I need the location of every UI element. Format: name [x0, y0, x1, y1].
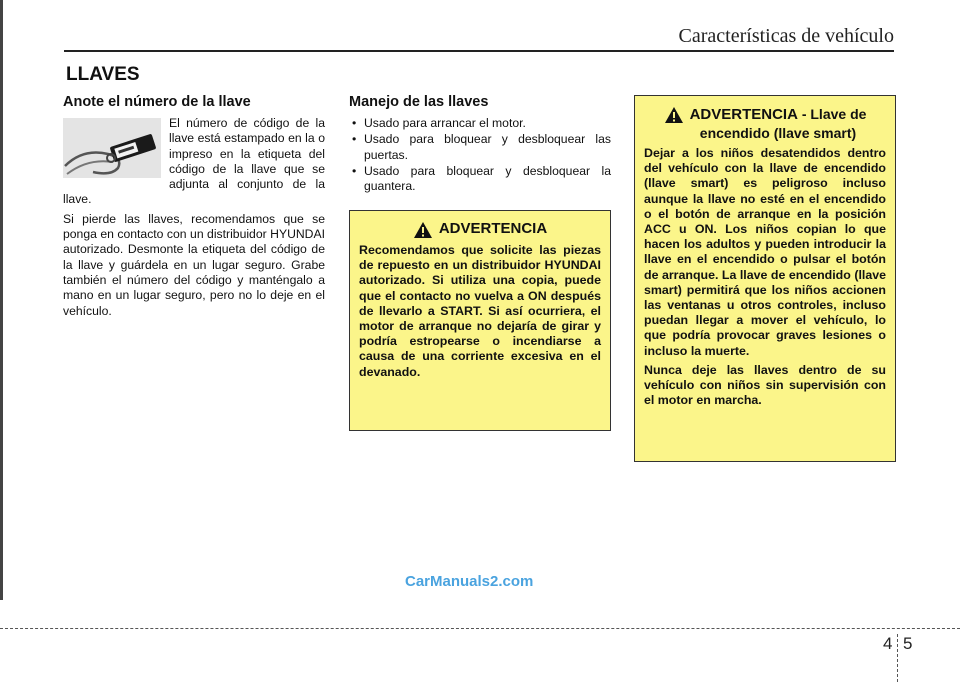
page-number: 5	[903, 634, 913, 653]
warning-subtitle: encendido (llave smart)	[699, 125, 857, 141]
warning-box-smart-key	[634, 95, 896, 462]
left-margin-rule	[0, 0, 3, 600]
warning-title: ADVERTENCIA	[438, 220, 548, 237]
section-title: LLAVES	[66, 64, 140, 85]
list-item: • Usado para bloquear y desbloquear la guantera.	[352, 163, 611, 194]
warning-triangle-icon	[664, 106, 684, 124]
warning-text-2: Nunca deje las llaves dentro de su vehículo con niños sin supervisión con el motor en marcha.	[644, 362, 886, 408]
list-item: • Usado para arrancar el motor.	[352, 116, 526, 130]
warning-title: ADVERTENCIA	[689, 106, 798, 123]
warning-text: Recomendamos que solicite las piezas de repuesto en un distribuidor HYUNDAI autorizado. Si utiliza una copia, puede que el contacto no vuelva a ON después de llevarlo a START. Si así ocurriera, el motor de arranque no dejaría de girar y podría estropearse o incendiarse a causa de una corriente excesiva en el devanado.	[359, 243, 601, 379]
key-number-section	[63, 94, 325, 323]
watermark-link[interactable]: CarManuals2.com	[405, 573, 534, 590]
key-number-paragraph-2: Si pierde las llaves, recomendamos que se ponga en contacto con un distribuidor HYUNDAI autorizado. Desmonte la etiqueta del código de la llave y guárdela en un lugar seguro. Grabe también el número del código y manténgalo a mano en un lugar seguro, pero no lo deje en el vehículo.	[63, 211, 325, 318]
key-tag-illustration	[63, 118, 161, 178]
warning-title-suffix: - Llave de	[797, 106, 867, 122]
key-tag-image	[63, 118, 161, 178]
warning-text-1: Dejar a los niños desatendidos dentro del vehículo con la llave de encendido (llave smart) es peligroso incluso aunque la llave no esté en el encendido o el botón de arranque en la posición ACC u ON. Los niños copian lo que hacen los adultos y pueden introducir la llave en el encendido o pulsar el botón de arranque. La llave de encendido (llave smart) permitirá que los niños accionen las ventanas u otros controles, incluso puedan llegar a mover el vehículo, lo que podría provocar graves lesiones o incluso la muerte.	[644, 146, 886, 358]
key-number-body	[63, 116, 325, 319]
key-handling-heading: Manejo de las llaves	[349, 94, 489, 110]
key-handling-list	[349, 116, 611, 194]
key-handling-section	[349, 94, 611, 195]
key-number-heading: Anote el número de la llave	[63, 94, 251, 110]
header-divider	[64, 50, 894, 52]
bullet-icon: •	[352, 163, 357, 178]
key-number-paragraph-1: El número de código de la llave está estampado en la o impreso en la etiqueta del código de la llave que se adjunta al conjunto de la llave.	[63, 116, 325, 207]
warning-title-block	[690, 105, 867, 142]
warning-triangle-icon	[413, 221, 433, 239]
warning-box-spare-keys	[349, 210, 611, 431]
chapter-number: 4	[883, 634, 893, 653]
warning-header	[644, 105, 886, 142]
warning-header	[359, 220, 601, 239]
bullet-icon: •	[352, 132, 357, 147]
bullet-icon: •	[352, 116, 357, 130]
footer-divider	[0, 628, 960, 629]
list-item: • Usado para bloquear y desbloquear las puertas.	[352, 132, 611, 162]
page-number-divider	[897, 634, 898, 682]
page-header-title: Características de vehículo	[678, 25, 894, 47]
